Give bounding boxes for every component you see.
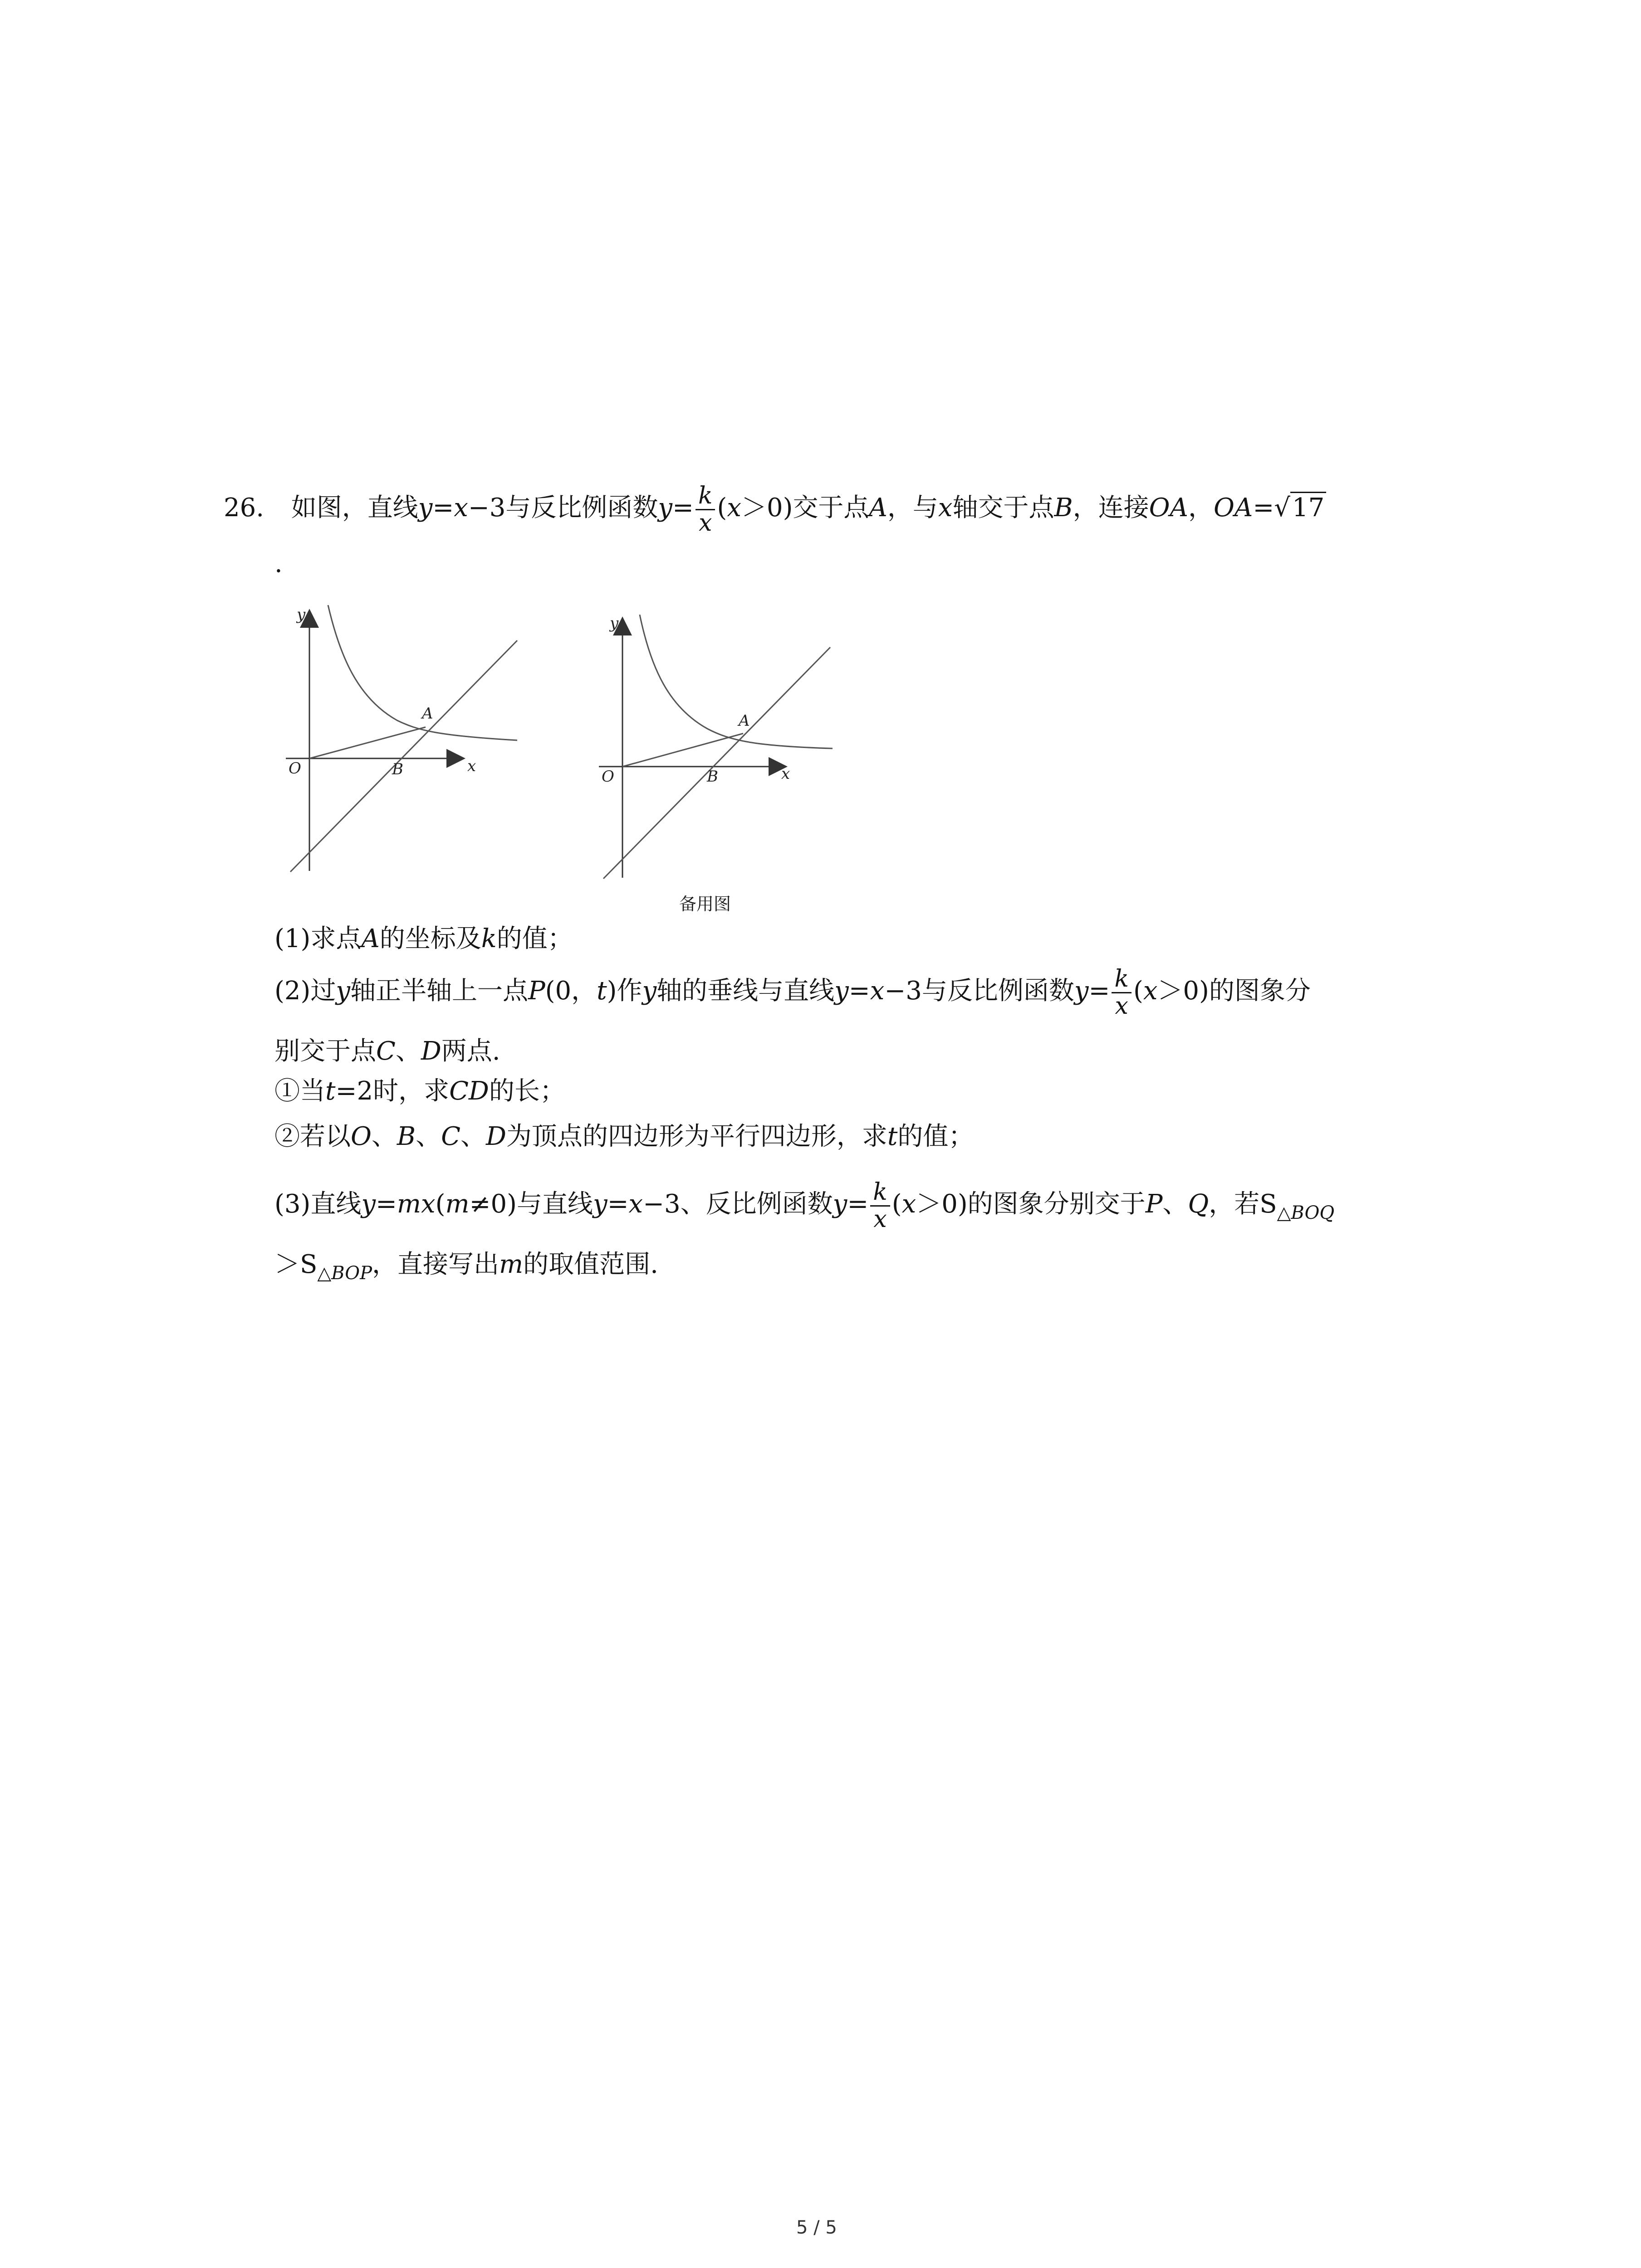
segment-OA	[309, 727, 426, 758]
label-O-backup: O	[602, 767, 614, 786]
fraction-k-over-x-q2: $\frac{k}{x}$	[1112, 966, 1132, 1019]
label-x-backup: x	[781, 765, 790, 783]
sqrt-17: √17	[1274, 495, 1326, 521]
fraction-k-over-x: $\frac{k}{x}$	[696, 483, 715, 536]
label-y-backup: y	[610, 614, 619, 632]
line-y-eq-x-minus-3	[290, 640, 517, 872]
problem-number: 26.	[224, 493, 265, 523]
fraction-k-over-x-q3: $\frac{k}{x}$	[870, 1179, 890, 1232]
problem-intro: 26. 如图，直线y=x−3与反比例函数y= $\frac{k}{x}$ (x＞0)交于点A，与x轴交于点B，连接OA，OA=√17	[224, 483, 1326, 536]
label-y: y	[297, 606, 306, 624]
problem-end-dot: .	[274, 549, 283, 578]
question-1: (1)求点A的坐标及k的值；	[274, 924, 573, 953]
hyperbola-curve-backup	[640, 615, 833, 748]
label-B-backup: B	[707, 767, 718, 786]
label-A-backup: A	[739, 712, 750, 730]
question-3-cont: $>S_{\triangle BOP}$，直接写出m的取值范围.	[274, 1250, 658, 1284]
figure-backup	[594, 610, 848, 891]
question-3: (3)直线y=mx(m≠0)与直线y=x−3、反比例函数y= $\frac{k}{x}$ (x＞0)的图象分别交于P、Q，若$S_{\triangle BOQ}$	[274, 1178, 1335, 1233]
label-O: O	[289, 759, 301, 777]
page-number: 5 / 5	[796, 2217, 837, 2238]
segment-OA-backup	[622, 733, 743, 767]
label-A: A	[422, 704, 433, 723]
question-2-part-1: ①当t=2时，求CD的长；	[274, 1076, 565, 1106]
figure-main	[281, 599, 535, 880]
label-B: B	[392, 760, 403, 778]
figure-caption: 备用图	[679, 894, 731, 914]
label-x: x	[467, 757, 476, 775]
question-2-cont: 别交于点C、D两点.	[274, 1036, 500, 1066]
question-2: (2)过y轴正半轴上一点P(0，t)作y轴的垂线与直线y=x−3与反比例函数y= $\frac{k}{x}$ (x＞0)的图象分	[274, 965, 1311, 1020]
question-2-part-2: ②若以O、B、C、D为顶点的四边形为平行四边形，求t的值；	[274, 1122, 974, 1151]
